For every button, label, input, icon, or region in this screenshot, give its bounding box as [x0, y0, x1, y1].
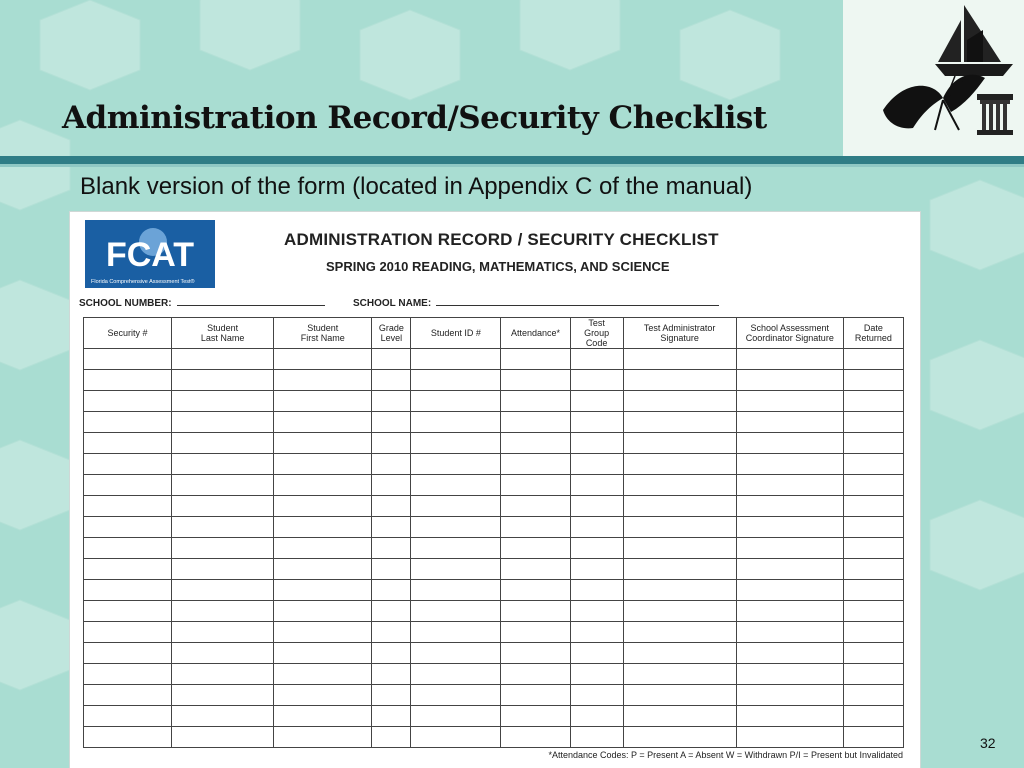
table-cell [501, 475, 570, 496]
table-cell [274, 664, 372, 685]
table-row [84, 580, 904, 601]
column-header: School Assessment Coordinator Signature [736, 318, 843, 349]
table-cell [501, 685, 570, 706]
table-cell [501, 580, 570, 601]
form-title: ADMINISTRATION RECORD / SECURITY CHECKLIST [284, 230, 719, 249]
column-header: Test Group Code [570, 318, 623, 349]
table-cell [623, 622, 736, 643]
column-header: Attendance* [501, 318, 570, 349]
table-cell [623, 538, 736, 559]
fcat-logo [85, 220, 215, 288]
table-cell [501, 412, 570, 433]
table-cell [736, 454, 843, 475]
table-cell [570, 412, 623, 433]
table-header-row [84, 318, 904, 349]
table-cell [372, 496, 411, 517]
table-cell [570, 433, 623, 454]
column-header: Student Last Name [172, 318, 274, 349]
table-cell [84, 643, 172, 664]
table-cell [623, 580, 736, 601]
table-cell [411, 517, 501, 538]
table-cell [411, 370, 501, 391]
table-cell [501, 391, 570, 412]
table-cell [570, 727, 623, 748]
table-cell [84, 349, 172, 370]
column-header: Student First Name [274, 318, 372, 349]
table-row [84, 601, 904, 622]
table-cell [623, 370, 736, 391]
table-cell [411, 727, 501, 748]
table-cell [736, 643, 843, 664]
table-cell [570, 643, 623, 664]
table-cell [172, 475, 274, 496]
table-cell [274, 349, 372, 370]
table-cell [736, 706, 843, 727]
table-cell [623, 433, 736, 454]
security-checklist-table [83, 317, 904, 748]
table-row [84, 370, 904, 391]
table-cell [570, 391, 623, 412]
table-row [84, 559, 904, 580]
table-cell [570, 601, 623, 622]
table-cell [623, 727, 736, 748]
table-cell [501, 370, 570, 391]
table-cell [172, 517, 274, 538]
table-cell [843, 391, 903, 412]
table-cell [172, 412, 274, 433]
table-cell [411, 622, 501, 643]
table-row [84, 391, 904, 412]
table-cell [274, 601, 372, 622]
table-cell [411, 601, 501, 622]
table-cell [623, 475, 736, 496]
table-cell [172, 559, 274, 580]
table-cell [570, 517, 623, 538]
table-cell [372, 412, 411, 433]
school-number-field [79, 298, 325, 309]
table-cell [411, 685, 501, 706]
table-cell [84, 517, 172, 538]
table-cell [501, 706, 570, 727]
table-cell [570, 475, 623, 496]
table-cell [172, 664, 274, 685]
table-row [84, 433, 904, 454]
table-cell [274, 454, 372, 475]
table-cell [736, 391, 843, 412]
table-row [84, 685, 904, 706]
table-cell [84, 706, 172, 727]
table-cell [736, 559, 843, 580]
table-cell [372, 727, 411, 748]
table-cell [501, 517, 570, 538]
table-cell [570, 349, 623, 370]
school-number-label: SCHOOL NUMBER: [79, 298, 172, 309]
table-cell [274, 412, 372, 433]
slide-number: 32 [980, 735, 996, 751]
table-cell [172, 433, 274, 454]
table-cell [623, 454, 736, 475]
table-row [84, 517, 904, 538]
table-cell [570, 538, 623, 559]
table-cell [623, 643, 736, 664]
table-cell [84, 433, 172, 454]
table-cell [84, 727, 172, 748]
table-cell [372, 475, 411, 496]
table-cell [623, 559, 736, 580]
table-cell [274, 580, 372, 601]
table-cell [501, 496, 570, 517]
table-body [84, 349, 904, 748]
table-row [84, 538, 904, 559]
table-cell [843, 580, 903, 601]
table-cell [736, 601, 843, 622]
table-cell [274, 433, 372, 454]
table-cell [501, 727, 570, 748]
fcat-logo-tagline: Florida Comprehensive Assessment Test® [91, 279, 195, 285]
table-cell [570, 685, 623, 706]
table-cell [843, 517, 903, 538]
table-row [84, 349, 904, 370]
table-cell [501, 664, 570, 685]
table-cell [372, 685, 411, 706]
table-cell [570, 580, 623, 601]
table-cell [570, 370, 623, 391]
table-row [84, 664, 904, 685]
table-row [84, 475, 904, 496]
table-cell [623, 349, 736, 370]
table-cell [274, 496, 372, 517]
column-header: Date Returned [843, 318, 903, 349]
table-cell [843, 601, 903, 622]
table-cell [501, 349, 570, 370]
table-cell [274, 706, 372, 727]
table-cell [570, 622, 623, 643]
table-cell [172, 643, 274, 664]
table-cell [623, 706, 736, 727]
table-cell [843, 685, 903, 706]
table-cell [736, 370, 843, 391]
table-cell [411, 433, 501, 454]
table-cell [274, 517, 372, 538]
table-cell [274, 538, 372, 559]
table-cell [411, 538, 501, 559]
table-cell [84, 391, 172, 412]
table-cell [372, 454, 411, 475]
table-cell [501, 454, 570, 475]
table-cell [172, 580, 274, 601]
table-cell [843, 370, 903, 391]
table-cell [843, 538, 903, 559]
table-cell [570, 454, 623, 475]
table-cell [411, 391, 501, 412]
table-cell [84, 370, 172, 391]
table-cell [411, 454, 501, 475]
fcat-logo-text: FCAT [105, 236, 195, 274]
table-cell [736, 622, 843, 643]
table-cell [570, 664, 623, 685]
table-cell [501, 622, 570, 643]
table-cell [372, 580, 411, 601]
table-cell [372, 391, 411, 412]
table-cell [172, 391, 274, 412]
title-divider-accent [0, 164, 1024, 167]
table-cell [623, 685, 736, 706]
table-cell [84, 475, 172, 496]
table-cell [736, 685, 843, 706]
table-cell [172, 538, 274, 559]
table-row [84, 622, 904, 643]
table-cell [372, 559, 411, 580]
table-cell [372, 370, 411, 391]
table-cell [736, 517, 843, 538]
column-header: Security # [84, 318, 172, 349]
table-row [84, 454, 904, 475]
table-cell [172, 706, 274, 727]
table-cell [84, 454, 172, 475]
slide-subtitle: Blank version of the form (located in Appendix C of the manual) [80, 173, 753, 200]
table-cell [736, 349, 843, 370]
table-cell [274, 727, 372, 748]
table-cell [172, 685, 274, 706]
table-cell [274, 559, 372, 580]
table-cell [501, 601, 570, 622]
table-row [84, 496, 904, 517]
table-cell [843, 727, 903, 748]
column-header: Grade Level [372, 318, 411, 349]
table-row [84, 643, 904, 664]
table-row [84, 727, 904, 748]
table-cell [84, 412, 172, 433]
table-cell [843, 412, 903, 433]
school-name-label: SCHOOL NAME: [353, 298, 432, 309]
table-cell [843, 454, 903, 475]
column-header: Student ID # [411, 318, 501, 349]
table-cell [411, 643, 501, 664]
table-cell [84, 580, 172, 601]
table-cell [736, 475, 843, 496]
table-cell [172, 601, 274, 622]
table-cell [411, 559, 501, 580]
table-cell [274, 391, 372, 412]
table-cell [501, 538, 570, 559]
table-cell [172, 370, 274, 391]
table-cell [501, 433, 570, 454]
table-cell [411, 664, 501, 685]
table-cell [623, 664, 736, 685]
form-image [70, 212, 920, 768]
table-cell [372, 706, 411, 727]
table-cell [274, 685, 372, 706]
table-cell [736, 664, 843, 685]
table-cell [570, 559, 623, 580]
table-cell [372, 538, 411, 559]
table-cell [372, 601, 411, 622]
table-cell [736, 433, 843, 454]
table-cell [843, 622, 903, 643]
table-cell [172, 727, 274, 748]
table-cell [843, 706, 903, 727]
table-cell [843, 496, 903, 517]
table-cell [84, 601, 172, 622]
slide-title: Administration Record/Security Checklist [62, 100, 767, 136]
table-cell [623, 601, 736, 622]
table-cell [274, 475, 372, 496]
table-cell [84, 496, 172, 517]
table-cell [736, 496, 843, 517]
table-cell [84, 538, 172, 559]
table-cell [736, 727, 843, 748]
table-cell [411, 496, 501, 517]
table-cell [411, 475, 501, 496]
table-cell [736, 580, 843, 601]
table-cell [372, 517, 411, 538]
table-cell [372, 664, 411, 685]
table-cell [843, 475, 903, 496]
table-cell [570, 706, 623, 727]
table-cell [84, 685, 172, 706]
table-cell [843, 559, 903, 580]
table-cell [172, 454, 274, 475]
table-cell [372, 349, 411, 370]
decorative-logo-panel [843, 0, 1024, 156]
title-divider [0, 156, 1024, 164]
table-cell [172, 622, 274, 643]
table-cell [84, 622, 172, 643]
table-cell [372, 622, 411, 643]
table-cell [843, 349, 903, 370]
table-row [84, 706, 904, 727]
attendance-codes-footnote: *Attendance Codes: P = Present A = Absent W = Withdrawn P/I = Present but Invalidated [548, 750, 903, 760]
table-cell [623, 496, 736, 517]
column-header: Test Administrator Signature [623, 318, 736, 349]
table-row [84, 412, 904, 433]
table-cell [501, 643, 570, 664]
table-cell [172, 349, 274, 370]
table-cell [623, 517, 736, 538]
school-name-field [353, 298, 719, 309]
table-cell [623, 412, 736, 433]
table-cell [411, 706, 501, 727]
table-cell [411, 349, 501, 370]
table-cell [501, 559, 570, 580]
table-cell [736, 538, 843, 559]
table-cell [736, 412, 843, 433]
table-cell [372, 643, 411, 664]
table-cell [411, 412, 501, 433]
table-cell [843, 433, 903, 454]
table-cell [84, 664, 172, 685]
table-cell [274, 622, 372, 643]
table-cell [84, 559, 172, 580]
table-cell [172, 496, 274, 517]
table-cell [843, 643, 903, 664]
table-cell [623, 391, 736, 412]
table-cell [570, 496, 623, 517]
form-subtitle: SPRING 2010 READING, MATHEMATICS, AND SCIENCE [326, 259, 670, 274]
table-cell [843, 664, 903, 685]
table-cell [274, 370, 372, 391]
table-cell [274, 643, 372, 664]
table-cell [411, 580, 501, 601]
table-cell [372, 433, 411, 454]
